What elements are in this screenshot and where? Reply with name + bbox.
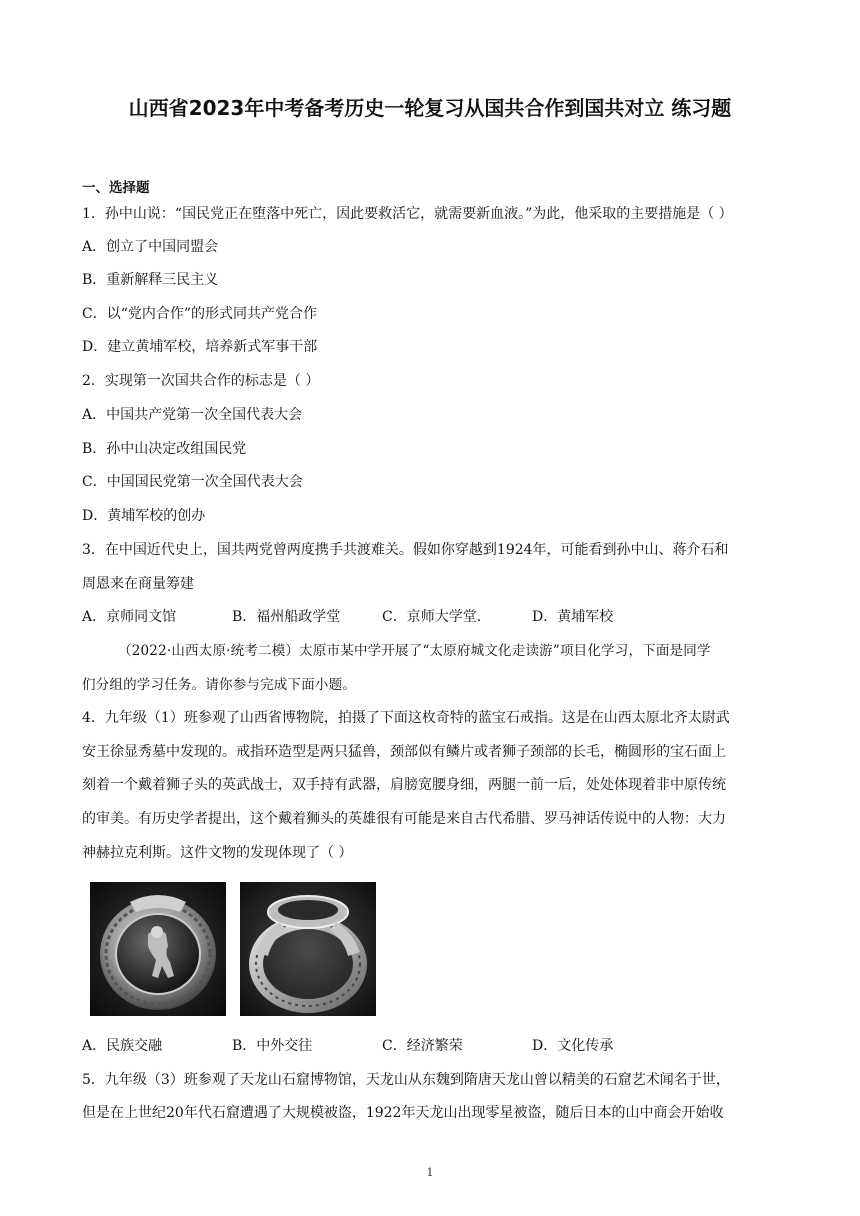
question-4-line-4: 的审美。有历史学者提出，这个戴着狮头的英雄很有可能是来自古代希腊、罗马神话传说中的人物：大力	[82, 811, 726, 827]
page-title: 山西省2023年中考备考历史一轮复习从国共合作到国共对立 练习题	[128, 96, 732, 120]
question-3-stem-line-2: 周恩来在商量筹建	[82, 576, 194, 592]
question-5-line-2: 但是在上世纪20年代石窟遭遇了大规模被盗，1922年天龙山出现零星被盗，随后日本的山中商会开始收	[82, 1105, 724, 1121]
question-1-option-d: D．建立黄埔军校，培养新式军事干部	[82, 339, 318, 355]
question-1-option-c: C．以“党内合作”的形式同共产党合作	[82, 306, 318, 322]
question-1-option-b: B．重新解释三民主义	[82, 272, 219, 288]
group-intro-line-2: 们分组的学习任务。请你参与完成下面小题。	[82, 677, 356, 693]
question-2-stem: 2．实现第一次国共合作的标志是（ ）	[82, 373, 320, 389]
question-5-line-1: 5．九年级（3）班参观了天龙山石窟博物馆，天龙山从东魏到隋唐天龙山曾以精美的石窟艺术闻名于世，	[82, 1072, 730, 1088]
question-2-option-d: D．黄埔军校的创办	[82, 508, 206, 524]
question-3-option-a: A．京师同文馆	[82, 609, 177, 625]
ring-side-photo	[240, 882, 376, 1016]
question-3-option-b: B．福州船政学堂	[232, 609, 341, 625]
question-4-option-d: D．文化传承	[532, 1038, 614, 1054]
question-4-line-3: 刻着一个戴着狮子头的英武战士，双手持有武器，肩膀宽腰身细，两腿一前一后，处处体现着非中原传统	[82, 777, 726, 793]
question-4-option-c: C．经济繁荣	[382, 1038, 463, 1054]
question-1-option-a: A．创立了中国同盟会	[82, 239, 219, 255]
question-1-stem: 1．孙中山说：“国民党正在堕落中死亡，因此要救活它，就需要新血液。”为此，他采取的主要措施是（ ）	[82, 206, 733, 222]
question-4-option-a: A．民族交融	[82, 1038, 163, 1054]
question-2-option-c: C．中国国民党第一次全国代表大会	[82, 474, 303, 490]
ring-front-photo	[90, 882, 226, 1016]
question-4-line-1: 4．九年级（1）班参观了山西省博物院，拍摄了下面这枚奇特的蓝宝石戒指。这是在山西太原北齐太尉武	[82, 710, 730, 726]
question-3-option-d: D．黄埔军校	[532, 609, 614, 625]
section-heading: 一、选择题	[82, 180, 150, 196]
question-4-line-2: 安王徐显秀墓中发现的。戒指环造型是两只猛兽，颈部似有鳞片或者狮子颈部的长毛，椭圆形的宝石面上	[82, 744, 726, 760]
group-intro-line-1: （2022·山西太原·统考二模）太原市某中学开展了“太原府城文化走读游”项目化学习，下面是同学	[118, 643, 711, 659]
question-3-option-c: C．京师大学堂.	[382, 609, 482, 625]
question-4-line-5: 神赫拉克利斯。这件文物的发现体现了（ ）	[82, 845, 353, 861]
question-2-option-b: B．孙中山决定改组国民党	[82, 441, 247, 457]
page-number: 1	[426, 1166, 434, 1179]
question-2-option-a: A．中国共产党第一次全国代表大会	[82, 407, 303, 423]
question-3-stem-line-1: 3．在中国近代史上，国共两党曾两度携手共渡难关。假如你穿越到1924年，可能看到孙中山、蒋介石和	[82, 542, 729, 558]
question-4-option-b: B．中外交往	[232, 1038, 313, 1054]
